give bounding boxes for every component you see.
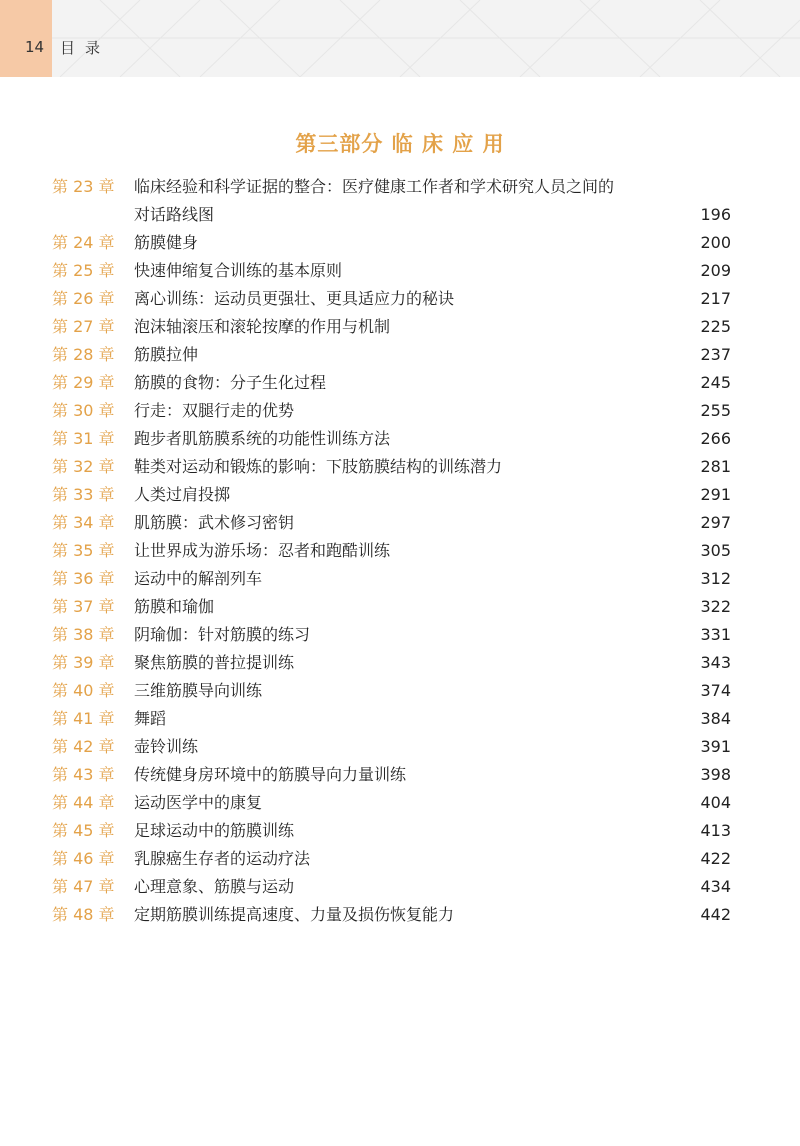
chapter-title: 筋膜和瑜伽 bbox=[134, 597, 215, 616]
page-number: 384 bbox=[700, 709, 731, 728]
chapter-title: 筋膜健身 bbox=[134, 233, 199, 252]
toc-entry bbox=[0, 369, 800, 397]
chapter-title: 鞋类对运动和锻炼的影响：下肢筋膜结构的训练潜力 bbox=[134, 457, 503, 476]
chapter-title: 筋膜的食物：分子生化过程 bbox=[134, 373, 327, 392]
page-number: 413 bbox=[700, 821, 731, 840]
page-number: 237 bbox=[700, 345, 731, 364]
chapter-number: 第 30 章 bbox=[52, 401, 115, 420]
chapter-title: 三维筋膜导向训练 bbox=[134, 681, 263, 700]
chapter-title: 肌筋膜：武术修习密钥 bbox=[134, 513, 295, 532]
chapter-number: 第 40 章 bbox=[52, 681, 115, 700]
chapter-title: 乳腺癌生存者的运动疗法 bbox=[134, 849, 311, 868]
chapter-number: 第 28 章 bbox=[52, 345, 115, 364]
section-label: 目录 bbox=[60, 39, 111, 57]
chapter-title: 让世界成为游乐场：忍者和跑酷训练 bbox=[134, 541, 391, 560]
page-number: 322 bbox=[700, 597, 731, 616]
chapter-title: 传统健身房环境中的筋膜导向力量训练 bbox=[134, 765, 407, 784]
page-number: 225 bbox=[700, 317, 731, 336]
toc-entry bbox=[0, 789, 800, 817]
page-number: 422 bbox=[700, 849, 731, 868]
chapter-number: 第 48 章 bbox=[52, 905, 115, 924]
chapter-title: 临床经验和科学证据的整合：医疗健康工作者和学术研究人员之间的 bbox=[134, 177, 615, 196]
chapter-title: 运动医学中的康复 bbox=[134, 793, 263, 812]
page-number: 442 bbox=[700, 905, 731, 924]
page-number: 312 bbox=[700, 569, 731, 588]
chapter-title: 定期筋膜训练提高速度、力量及损伤恢复能力 bbox=[134, 905, 455, 924]
toc-entry bbox=[0, 817, 800, 845]
toc-entry bbox=[0, 593, 800, 621]
toc-entry bbox=[0, 313, 800, 341]
chapter-title: 阴瑜伽：针对筋膜的练习 bbox=[134, 625, 311, 644]
chapter-title: 跑步者肌筋膜系统的功能性训练方法 bbox=[134, 429, 391, 448]
toc-entry bbox=[0, 565, 800, 593]
toc-entry bbox=[0, 845, 800, 873]
page-number: 291 bbox=[700, 485, 731, 504]
page-number: 14 bbox=[25, 38, 45, 56]
chapter-number: 第 44 章 bbox=[52, 793, 115, 812]
chapter-number: 第 27 章 bbox=[52, 317, 115, 336]
page-number: 217 bbox=[700, 289, 731, 308]
toc-entry bbox=[0, 285, 800, 313]
page-number: 255 bbox=[700, 401, 731, 420]
page-number: 331 bbox=[700, 625, 731, 644]
toc-entry bbox=[0, 509, 800, 537]
toc-entry bbox=[0, 453, 800, 481]
chapter-number: 第 25 章 bbox=[52, 261, 115, 280]
chapter-number: 第 23 章 bbox=[52, 177, 115, 196]
part-title: 第三部分 临 床 应 用 bbox=[295, 132, 505, 156]
toc-entry bbox=[0, 705, 800, 733]
page-number: 200 bbox=[700, 233, 731, 252]
chapter-number: 第 39 章 bbox=[52, 653, 115, 672]
chapter-title: 舞蹈 bbox=[134, 709, 167, 728]
toc-entry bbox=[0, 649, 800, 677]
chapter-title: 人类过肩投掷 bbox=[134, 485, 231, 504]
chapter-number: 第 47 章 bbox=[52, 877, 115, 896]
page-number: 374 bbox=[700, 681, 731, 700]
chapter-number: 第 43 章 bbox=[52, 765, 115, 784]
toc-entry bbox=[0, 481, 800, 509]
toc-entry bbox=[0, 873, 800, 901]
page-number: 391 bbox=[700, 737, 731, 756]
chapter-number: 第 37 章 bbox=[52, 597, 115, 616]
chapter-number: 第 33 章 bbox=[52, 485, 115, 504]
toc-entry bbox=[0, 621, 800, 649]
toc-entry bbox=[0, 173, 800, 201]
chapter-number: 第 46 章 bbox=[52, 849, 115, 868]
chapter-number: 第 36 章 bbox=[52, 569, 115, 588]
toc-entry bbox=[0, 901, 800, 929]
page-number: 245 bbox=[700, 373, 731, 392]
toc-entry bbox=[0, 397, 800, 425]
chapter-number: 第 32 章 bbox=[52, 457, 115, 476]
page-number: 434 bbox=[700, 877, 731, 896]
page-number: 266 bbox=[700, 429, 731, 448]
chapter-number: 第 34 章 bbox=[52, 513, 115, 532]
chapter-title: 聚焦筋膜的普拉提训练 bbox=[134, 653, 295, 672]
chapter-title-continued: 对话路线图 bbox=[134, 205, 215, 224]
chapter-number: 第 42 章 bbox=[52, 737, 115, 756]
chapter-title: 快速伸缩复合训练的基本原则 bbox=[134, 261, 343, 280]
toc-entry bbox=[0, 229, 800, 257]
toc-entry bbox=[0, 733, 800, 761]
toc-entry bbox=[0, 761, 800, 789]
chapter-number: 第 26 章 bbox=[52, 289, 115, 308]
chapter-title: 心理意象、筋膜与运动 bbox=[134, 877, 295, 896]
page-header bbox=[0, 0, 800, 77]
toc-entry bbox=[0, 257, 800, 285]
toc-entry bbox=[0, 341, 800, 369]
chapter-title: 离心训练：运动员更强壮、更具适应力的秘诀 bbox=[134, 289, 455, 308]
chapter-title: 泡沫轴滚压和滚轮按摩的作用与机制 bbox=[134, 317, 391, 336]
page-number: 404 bbox=[700, 793, 731, 812]
toc-entry bbox=[0, 537, 800, 565]
page-number: 209 bbox=[700, 261, 731, 280]
toc-entry bbox=[0, 677, 800, 705]
toc-entry-continuation bbox=[0, 201, 800, 229]
page-number: 297 bbox=[700, 513, 731, 532]
chapter-number: 第 29 章 bbox=[52, 373, 115, 392]
chapter-title: 筋膜拉伸 bbox=[134, 345, 199, 364]
chapter-number: 第 41 章 bbox=[52, 709, 115, 728]
chapter-number: 第 31 章 bbox=[52, 429, 115, 448]
page-number: 281 bbox=[700, 457, 731, 476]
page-number: 398 bbox=[700, 765, 731, 784]
chapter-title: 行走：双腿行走的优势 bbox=[134, 401, 295, 420]
chapter-title: 运动中的解剖列车 bbox=[134, 569, 263, 588]
chapter-number: 第 35 章 bbox=[52, 541, 115, 560]
chapter-number: 第 38 章 bbox=[52, 625, 115, 644]
page-number: 305 bbox=[700, 541, 731, 560]
page-number: 196 bbox=[700, 205, 731, 224]
chapter-title: 壶铃训练 bbox=[134, 737, 199, 756]
page-number: 343 bbox=[700, 653, 731, 672]
header-pattern bbox=[0, 0, 800, 77]
chapter-number: 第 45 章 bbox=[52, 821, 115, 840]
chapter-title: 足球运动中的筋膜训练 bbox=[134, 821, 295, 840]
chapter-number: 第 24 章 bbox=[52, 233, 115, 252]
toc-entry bbox=[0, 425, 800, 453]
